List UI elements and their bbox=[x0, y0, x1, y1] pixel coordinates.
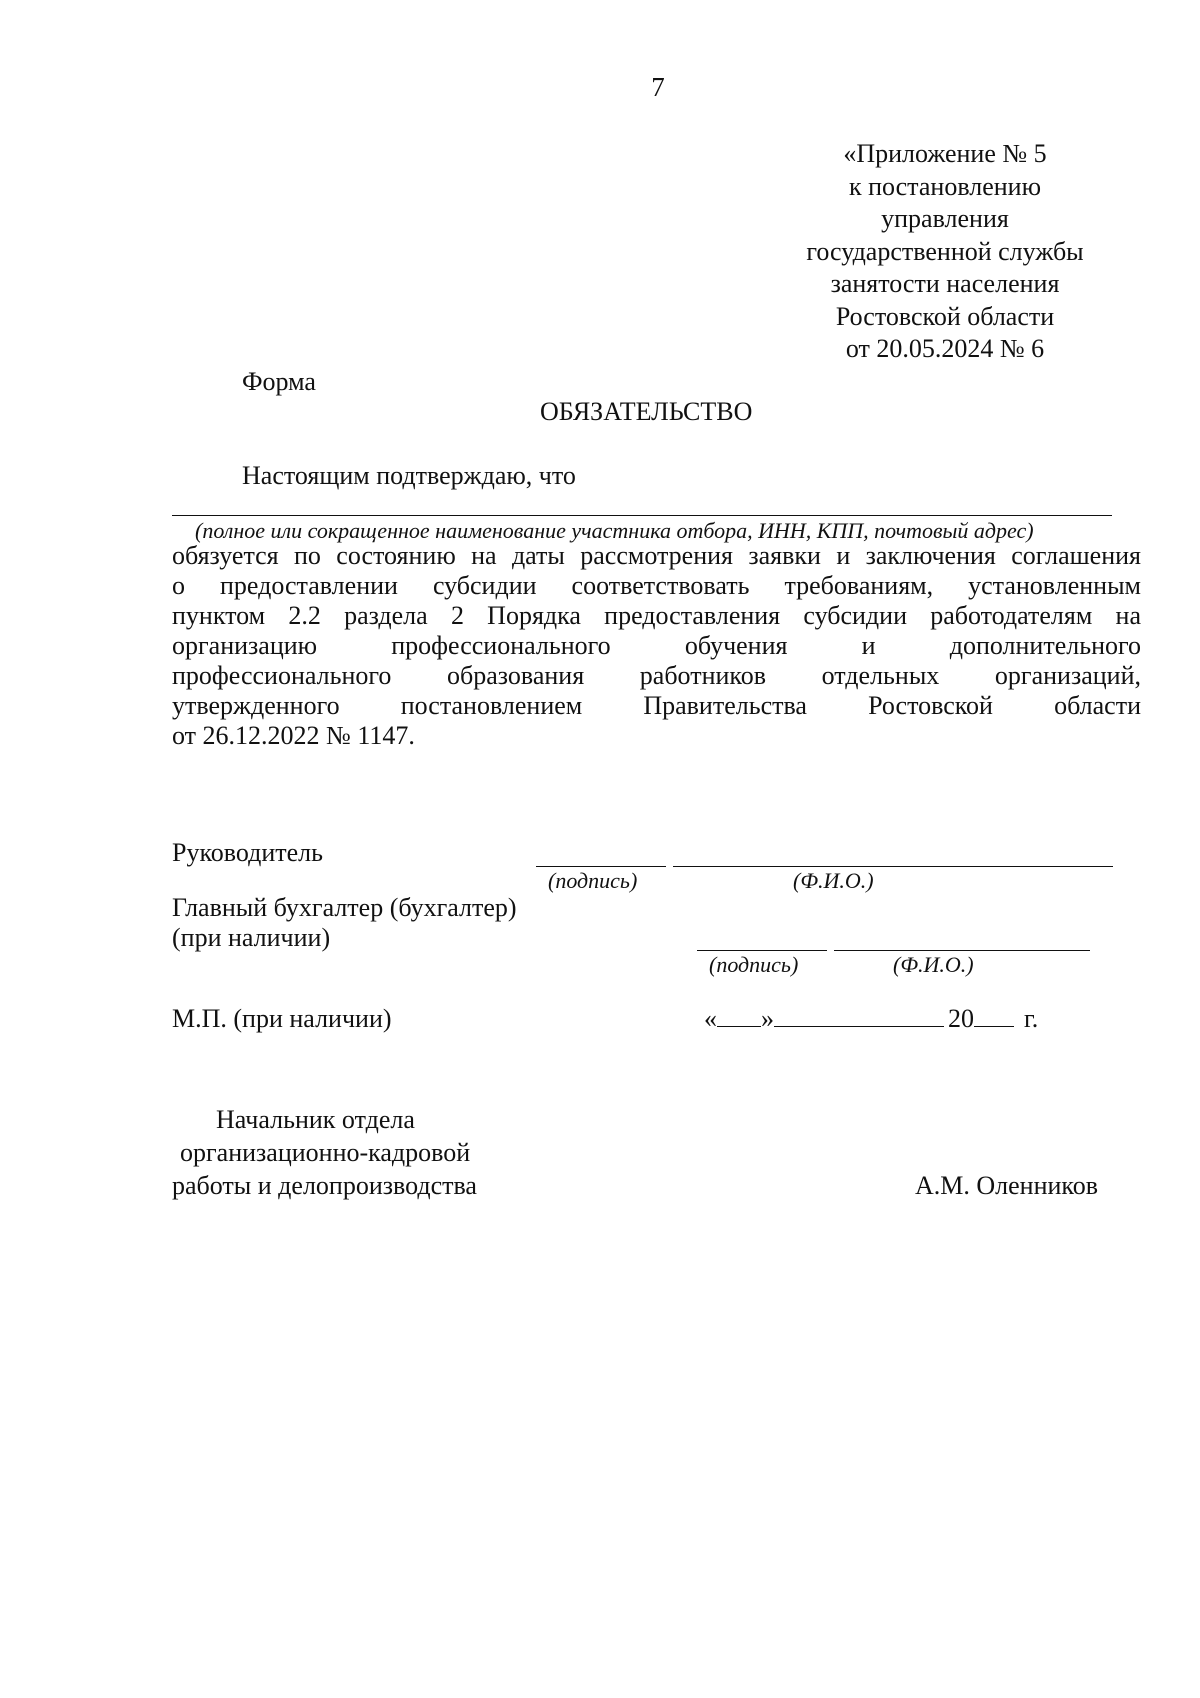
appendix-line: Ростовской области bbox=[835, 301, 1055, 331]
signer-name: А.М. Оленников bbox=[915, 1171, 1099, 1200]
day-blank[interactable] bbox=[717, 1004, 761, 1027]
participant-caption: (полное или сокращенное наименование участника отбора, ИНН, КПП, почтовый адрес) bbox=[195, 518, 1034, 543]
accountant-fio-line[interactable] bbox=[834, 950, 1090, 951]
chief-accountant-label: Главный бухгалтер (бухгалтер) bbox=[172, 893, 517, 922]
paragraph-line: от 26.12.2022 № 1147. bbox=[172, 721, 415, 750]
position-line: организационно-кадровой bbox=[180, 1138, 471, 1167]
paragraph-line: профессионального образования работников отдельных организаций, bbox=[172, 661, 1141, 690]
seal-label: М.П. (при наличии) bbox=[172, 1004, 392, 1033]
date-open-quote: « bbox=[704, 1004, 717, 1033]
intro-text: Настоящим подтверждаю, что bbox=[242, 461, 576, 490]
paragraph-line: обязуется по состоянию на даты рассмотрения заявки и заключения соглашения bbox=[172, 541, 1141, 570]
fio-caption: (Ф.И.О.) bbox=[793, 868, 874, 893]
appendix-line: государственной службы bbox=[806, 236, 1084, 266]
head-fio-line[interactable] bbox=[673, 866, 1113, 867]
paragraph-line: о предоставлении субсидии соответствовать требованиям, установленным bbox=[172, 571, 1141, 600]
form-label: Форма bbox=[242, 367, 316, 396]
participant-fill-line[interactable] bbox=[172, 515, 1112, 516]
appendix-line: управления bbox=[881, 204, 1009, 233]
paragraph-line: организацию профессионального обучения и дополнительного bbox=[172, 631, 1141, 660]
head-label: Руководитель bbox=[172, 838, 323, 867]
signature-caption: (подпись) bbox=[548, 868, 638, 893]
date-field bbox=[704, 1004, 1038, 1034]
year-prefix: 20 bbox=[948, 1004, 974, 1033]
year-blank[interactable] bbox=[974, 1004, 1014, 1027]
appendix-line: «Приложение № 5 bbox=[843, 139, 1047, 168]
appendix-header bbox=[760, 138, 1130, 366]
position-line: Начальник отдела bbox=[216, 1105, 415, 1134]
position-line: работы и делопроизводства bbox=[172, 1171, 477, 1200]
date-close-quote: » bbox=[761, 1004, 774, 1033]
fio-caption: (Ф.И.О.) bbox=[893, 952, 974, 977]
paragraph-line: утвержденного постановлением Правительства Ростовской области bbox=[172, 691, 1141, 720]
signer-position bbox=[172, 1103, 477, 1202]
paragraph-line: пунктом 2.2 раздела 2 Порядка предоставления субсидии работодателям на bbox=[172, 601, 1141, 630]
year-suffix: г. bbox=[1024, 1004, 1039, 1033]
accountant-signature-line[interactable] bbox=[697, 950, 827, 951]
document-title: ОБЯЗАТЕЛЬСТВО bbox=[540, 397, 753, 426]
obligation-paragraph bbox=[172, 541, 1141, 751]
signature-caption: (подпись) bbox=[709, 952, 799, 977]
appendix-line: к постановлению bbox=[848, 171, 1042, 201]
appendix-line: занятости населения bbox=[830, 269, 1060, 298]
head-signature-line[interactable] bbox=[536, 866, 666, 867]
month-blank[interactable] bbox=[774, 1004, 944, 1027]
chief-accountant-note: (при наличии) bbox=[172, 923, 331, 952]
appendix-line: от 20.05.2024 № 6 bbox=[845, 334, 1045, 363]
page-number: 7 bbox=[651, 72, 665, 102]
